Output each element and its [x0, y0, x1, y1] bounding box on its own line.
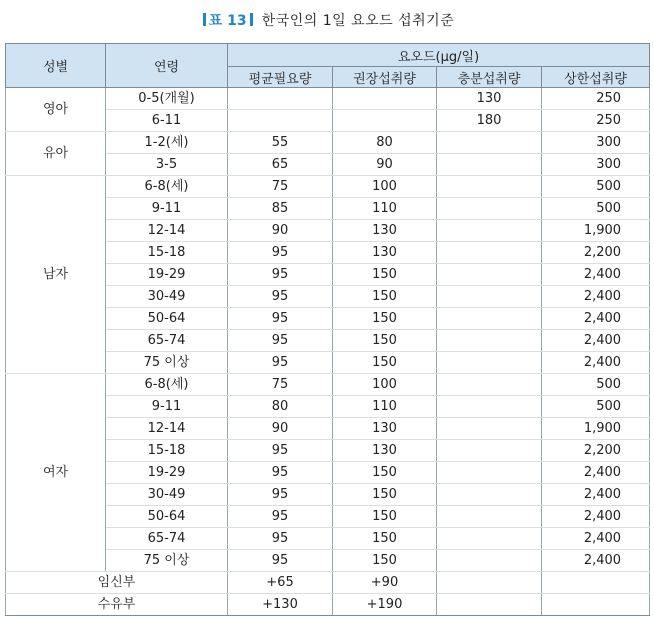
- rni-cell: 150: [333, 506, 437, 528]
- rni-cell: 110: [333, 198, 437, 220]
- rni-cell: 100: [333, 176, 437, 198]
- table-row: [6, 132, 650, 154]
- ear-cell: [228, 88, 333, 110]
- ear-cell: +130: [228, 594, 333, 616]
- age-cell: 50-64: [106, 308, 228, 330]
- ul-cell: 500: [542, 176, 650, 198]
- ear-cell: 75: [228, 176, 333, 198]
- ul-cell: 1,900: [542, 220, 650, 242]
- rni-cell: 130: [333, 440, 437, 462]
- age-cell: 30-49: [106, 484, 228, 506]
- group-label: 영아: [6, 88, 106, 132]
- group-label: 유아: [6, 132, 106, 176]
- ai-cell: [437, 440, 542, 462]
- table-title: [0, 12, 654, 30]
- ai-cell: [437, 154, 542, 176]
- rni-cell: 110: [333, 396, 437, 418]
- ai-cell: [437, 198, 542, 220]
- ear-cell: 95: [228, 352, 333, 374]
- ear-cell: 95: [228, 484, 333, 506]
- rni-cell: 90: [333, 154, 437, 176]
- table-body: [6, 88, 650, 616]
- table-row: [6, 176, 650, 198]
- age-cell: 1-2(세): [106, 132, 228, 154]
- header-ai: 충분섭취량: [437, 67, 542, 88]
- header-age: 연령: [106, 44, 228, 88]
- ear-cell: +65: [228, 572, 333, 594]
- ai-cell: [437, 528, 542, 550]
- header-rni: 권장섭취량: [333, 67, 437, 88]
- rni-cell: 150: [333, 528, 437, 550]
- iodine-intake-table: [5, 43, 650, 616]
- ul-cell: 2,200: [542, 440, 650, 462]
- special-group-label: 수유부: [6, 594, 228, 616]
- ul-cell: 500: [542, 374, 650, 396]
- ul-cell: 500: [542, 396, 650, 418]
- ai-cell: [437, 484, 542, 506]
- header-ul: 상한섭취량: [542, 67, 650, 88]
- ear-cell: 90: [228, 220, 333, 242]
- special-group-label: 임신부: [6, 572, 228, 594]
- table-caption: 한국인의 1일 요오드 섭취기준: [261, 13, 455, 29]
- ear-cell: 85: [228, 198, 333, 220]
- ul-cell: 300: [542, 132, 650, 154]
- ul-cell: 500: [542, 198, 650, 220]
- ul-cell: 2,400: [542, 550, 650, 572]
- title-bar-left: [203, 13, 206, 26]
- ai-cell: [437, 352, 542, 374]
- ear-cell: [228, 110, 333, 132]
- rni-cell: 80: [333, 132, 437, 154]
- rni-cell: [333, 88, 437, 110]
- age-cell: 19-29: [106, 462, 228, 484]
- ai-cell: [437, 286, 542, 308]
- ul-cell: 250: [542, 110, 650, 132]
- ai-cell: [437, 572, 542, 594]
- ul-cell: 250: [542, 88, 650, 110]
- ul-cell: 2,400: [542, 506, 650, 528]
- ai-cell: [437, 132, 542, 154]
- ai-cell: [437, 550, 542, 572]
- ai-cell: [437, 176, 542, 198]
- age-cell: 30-49: [106, 286, 228, 308]
- rni-cell: +90: [333, 572, 437, 594]
- title-bar-right: [250, 13, 253, 26]
- rni-cell: 150: [333, 462, 437, 484]
- group-label: 여자: [6, 374, 106, 572]
- ear-cell: 90: [228, 418, 333, 440]
- ul-cell: 2,400: [542, 286, 650, 308]
- ai-cell: [437, 462, 542, 484]
- ul-cell: 2,400: [542, 352, 650, 374]
- rni-cell: 150: [333, 330, 437, 352]
- age-cell: 15-18: [106, 440, 228, 462]
- rni-cell: 150: [333, 550, 437, 572]
- ear-cell: 65: [228, 154, 333, 176]
- ul-cell: 2,400: [542, 462, 650, 484]
- ai-cell: [437, 220, 542, 242]
- age-cell: 65-74: [106, 528, 228, 550]
- ai-cell: [437, 418, 542, 440]
- ul-cell: 2,400: [542, 264, 650, 286]
- ear-cell: 95: [228, 506, 333, 528]
- ul-cell: 1,900: [542, 418, 650, 440]
- age-cell: 0-5(개월): [106, 88, 228, 110]
- table-row: [6, 88, 650, 110]
- ai-cell: [437, 396, 542, 418]
- ear-cell: 95: [228, 330, 333, 352]
- ul-cell: [542, 594, 650, 616]
- age-cell: 6-8(세): [106, 374, 228, 396]
- ai-cell: [437, 242, 542, 264]
- age-cell: 9-11: [106, 198, 228, 220]
- header-sex: 성별: [6, 44, 106, 88]
- ear-cell: 95: [228, 264, 333, 286]
- rni-cell: 150: [333, 484, 437, 506]
- ai-cell: 180: [437, 110, 542, 132]
- ul-cell: 300: [542, 154, 650, 176]
- rni-cell: [333, 110, 437, 132]
- ai-cell: [437, 594, 542, 616]
- ear-cell: 95: [228, 286, 333, 308]
- ai-cell: [437, 308, 542, 330]
- table-row: [6, 374, 650, 396]
- table-number: 표 13: [208, 13, 247, 29]
- rni-cell: 100: [333, 374, 437, 396]
- table-row: [6, 594, 650, 616]
- age-cell: 9-11: [106, 396, 228, 418]
- age-cell: 75 이상: [106, 352, 228, 374]
- age-cell: 12-14: [106, 220, 228, 242]
- ul-cell: 2,200: [542, 242, 650, 264]
- rni-cell: +190: [333, 594, 437, 616]
- rni-cell: 130: [333, 242, 437, 264]
- age-cell: 15-18: [106, 242, 228, 264]
- ul-cell: 2,400: [542, 330, 650, 352]
- header-iodine: 요오드(μg/일): [228, 44, 650, 67]
- ear-cell: 80: [228, 396, 333, 418]
- age-cell: 75 이상: [106, 550, 228, 572]
- rni-cell: 150: [333, 308, 437, 330]
- ul-cell: 2,400: [542, 308, 650, 330]
- ai-cell: [437, 264, 542, 286]
- ai-cell: 130: [437, 88, 542, 110]
- age-cell: 6-8(세): [106, 176, 228, 198]
- age-cell: 65-74: [106, 330, 228, 352]
- rni-cell: 130: [333, 418, 437, 440]
- ear-cell: 95: [228, 528, 333, 550]
- ear-cell: 95: [228, 242, 333, 264]
- ul-cell: [542, 572, 650, 594]
- rni-cell: 150: [333, 352, 437, 374]
- ai-cell: [437, 330, 542, 352]
- ai-cell: [437, 374, 542, 396]
- ai-cell: [437, 506, 542, 528]
- ear-cell: 95: [228, 440, 333, 462]
- ul-cell: 2,400: [542, 528, 650, 550]
- rni-cell: 150: [333, 286, 437, 308]
- rni-cell: 130: [333, 220, 437, 242]
- age-cell: 12-14: [106, 418, 228, 440]
- age-cell: 19-29: [106, 264, 228, 286]
- group-label: 남자: [6, 176, 106, 374]
- table-row: [6, 572, 650, 594]
- rni-cell: 150: [333, 264, 437, 286]
- ear-cell: 95: [228, 550, 333, 572]
- age-cell: 50-64: [106, 506, 228, 528]
- ear-cell: 95: [228, 462, 333, 484]
- ul-cell: 2,400: [542, 484, 650, 506]
- ear-cell: 75: [228, 374, 333, 396]
- age-cell: 3-5: [106, 154, 228, 176]
- age-cell: 6-11: [106, 110, 228, 132]
- ear-cell: 55: [228, 132, 333, 154]
- header-ear: 평균필요량: [228, 67, 333, 88]
- ear-cell: 95: [228, 308, 333, 330]
